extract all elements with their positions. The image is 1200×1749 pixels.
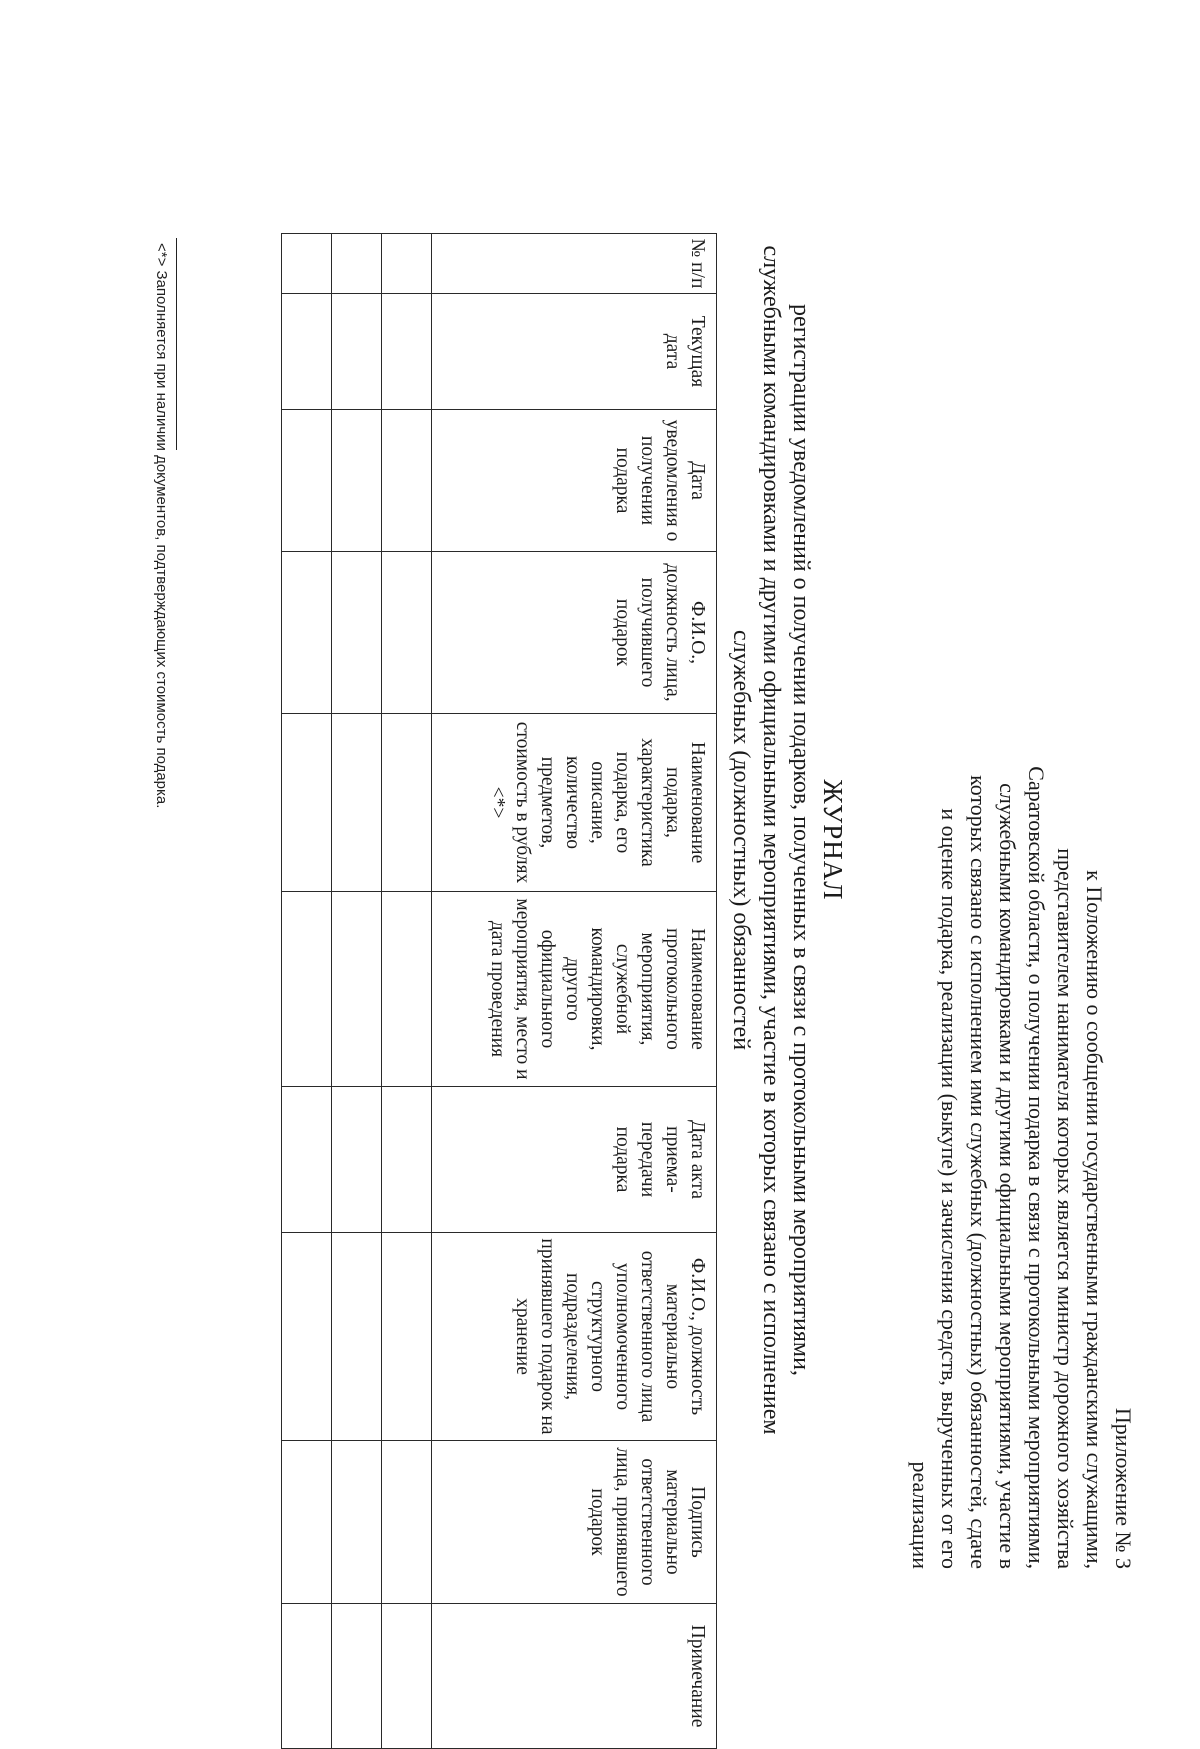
table-cell <box>282 892 332 1087</box>
header-notification-date: Дата уведомления о получении подарка <box>432 410 717 552</box>
table-cell <box>332 1087 382 1233</box>
journal-subtitle: регистрации уведомлений о получении подарков, полученных в связи с протокольными мероприятиями, служебными командировками и другими официальными мероприятиями, участие в которых связано с исполнением служебных (должностных) обязанностей <box>728 245 814 1435</box>
journal-title: ЖУРНАЛ <box>818 779 848 901</box>
header-gift-description: Наименование подарка, характеристика подарка, его описание, количество предметов, стоимость в рублях <*> <box>432 714 717 892</box>
table-cell <box>282 1087 332 1233</box>
header-responsible-person: Ф.И.О., должность материально ответственного лица уполномоченного структурного подразделения, принявшего подарок на хранение <box>432 1233 717 1441</box>
table-cell <box>332 410 382 552</box>
header-note: Примечание <box>432 1604 717 1749</box>
header-event: Наименование протокольного мероприятия, служебной командировки, другого официального мероприятия, место и дата проведения <box>432 892 717 1087</box>
footnote-divider <box>176 238 177 450</box>
table-cell <box>332 1233 382 1441</box>
header-current-date: Текущая дата <box>432 294 717 410</box>
table-row <box>332 234 382 1749</box>
journal-table <box>281 233 717 1749</box>
table-cell <box>382 552 432 714</box>
table-cell <box>332 294 382 410</box>
header-number: № п/п <box>432 234 717 294</box>
table-cell <box>382 410 432 552</box>
header-signature: Подпись материально ответственного лица, принявшего подарок <box>432 1441 717 1604</box>
header-act-date: Дата акта приема-передачи подарка <box>432 1087 717 1233</box>
appendix-text: к Положению о сообщении государственными гражданскими служащими, представителем нанимателя которых является министр дорожного хозяйства Саратовской области, о получении подарка в связи с протокольными мероприятиями, служебными командировками и другими официальными мероприятиями, участие в которых связано с исполнением ими служебных (должностных) обязанностей, сдаче и оценке подарка, реализации (выкупе) и зачисления средств, вырученных от его реализации <box>908 766 1107 1569</box>
journal-title-block <box>726 240 848 1440</box>
table-cell <box>382 714 432 892</box>
table-cell <box>382 234 432 294</box>
table-cell <box>282 1604 332 1749</box>
table-cell <box>282 552 332 714</box>
header-recipient: Ф.И.О., должность лица, получившего подарок <box>432 552 717 714</box>
table-row <box>382 234 432 1749</box>
table-cell <box>382 892 432 1087</box>
table-cell <box>282 714 332 892</box>
table-cell <box>382 294 432 410</box>
table-cell <box>382 1233 432 1441</box>
table-header-row <box>432 234 717 1749</box>
table-cell <box>382 1087 432 1233</box>
table-row <box>282 234 332 1749</box>
table-cell <box>332 714 382 892</box>
table-cell <box>282 234 332 294</box>
appendix-header <box>906 759 1138 1569</box>
table-cell <box>332 892 382 1087</box>
table-cell <box>282 1233 332 1441</box>
table-cell <box>282 294 332 410</box>
table-cell <box>282 1441 332 1604</box>
footnote: <*> Заполняется при наличии документов, подтверждающих стоимость подарка. <box>153 243 170 809</box>
table-cell <box>332 1441 382 1604</box>
table-cell <box>332 1604 382 1749</box>
table-cell <box>382 1441 432 1604</box>
table-cell <box>382 1604 432 1749</box>
appendix-number: Приложение № 3 <box>1111 1407 1136 1569</box>
table-cell <box>282 410 332 552</box>
table-cell <box>332 234 382 294</box>
table-cell <box>332 552 382 714</box>
